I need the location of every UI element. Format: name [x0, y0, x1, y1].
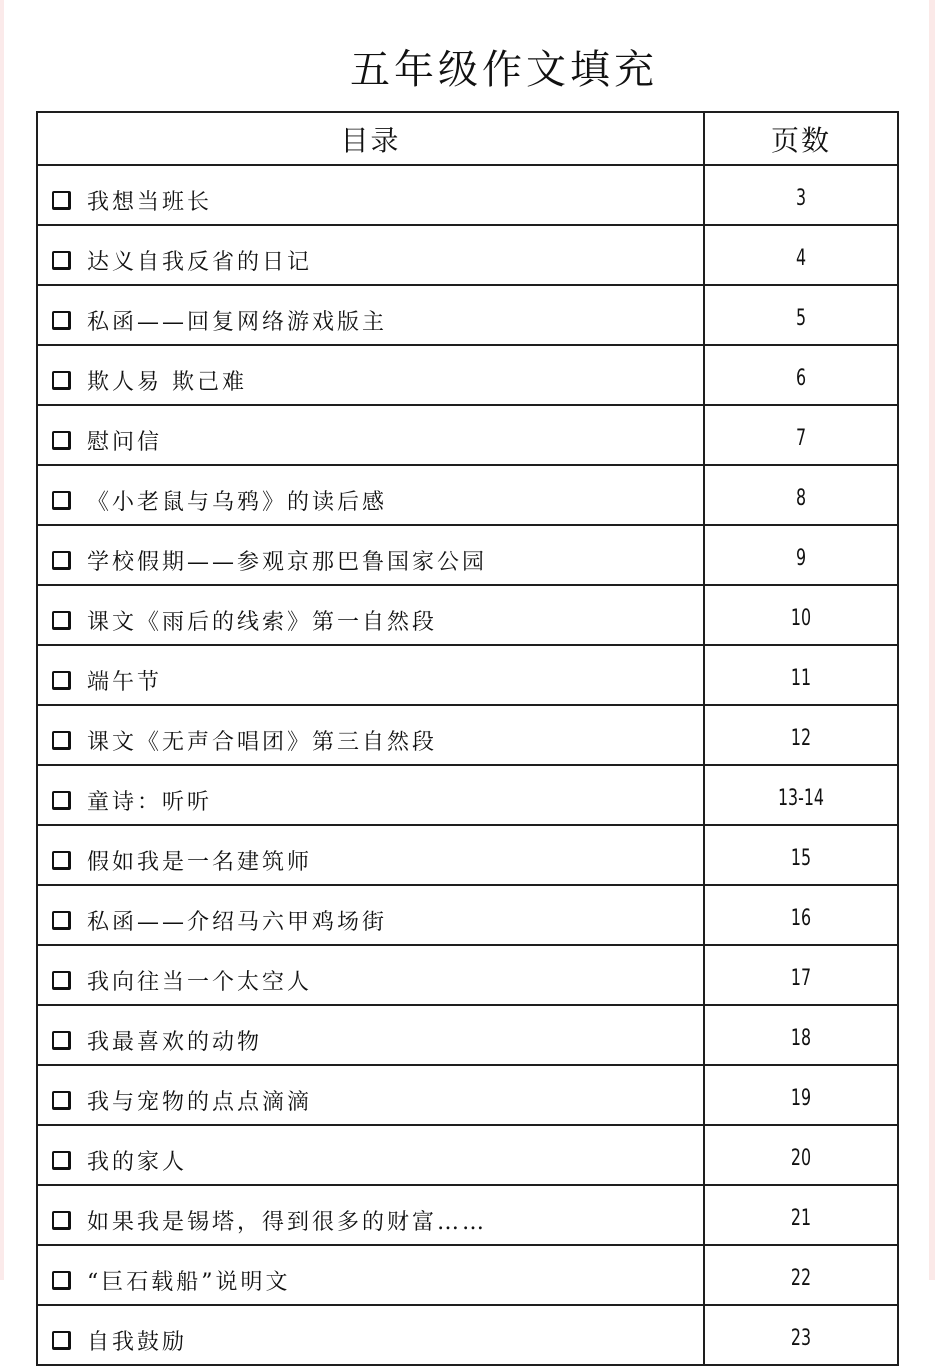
toc-entry-title: 假如我是一名建筑师 — [87, 849, 313, 875]
toc-page-number: 21 — [731, 1185, 871, 1245]
table-row[interactable] — [37, 285, 898, 345]
checkbox-icon[interactable] — [52, 1271, 71, 1290]
toc-entry-title: 端午节 — [87, 669, 163, 695]
toc-page-number: 15 — [731, 825, 871, 885]
table-row[interactable] — [37, 1245, 898, 1305]
table-header-row — [37, 112, 898, 165]
table-row[interactable] — [37, 825, 898, 885]
toc-page-number: 8 — [731, 465, 871, 525]
toc-entry-cell — [37, 765, 704, 825]
table-row[interactable] — [37, 705, 898, 765]
checkbox-icon[interactable] — [52, 671, 71, 690]
toc-entry — [38, 235, 703, 276]
checkbox-icon[interactable] — [52, 491, 71, 510]
checkbox-icon[interactable] — [52, 1031, 71, 1050]
toc-page-number: 12 — [731, 705, 871, 765]
toc-page-number: 3 — [731, 165, 871, 225]
toc-page-number: 19 — [731, 1065, 871, 1125]
toc-entry-title: 我想当班长 — [87, 189, 213, 215]
checkbox-icon[interactable] — [52, 1211, 71, 1230]
toc-entry-cell — [37, 825, 704, 885]
toc-entry — [38, 775, 703, 816]
toc-entry-title: 我最喜欢的动物 — [87, 1029, 263, 1055]
checkbox-icon[interactable] — [52, 371, 71, 390]
toc-entry — [38, 1075, 703, 1116]
toc-entry — [38, 355, 703, 396]
toc-entry — [38, 715, 703, 756]
toc-entry-cell — [37, 585, 704, 645]
toc-entry-title: 我与宠物的点点滴滴 — [87, 1089, 313, 1115]
checkbox-icon[interactable] — [52, 191, 71, 210]
table-of-contents — [36, 111, 899, 1366]
toc-entry — [38, 1195, 703, 1236]
toc-entry — [38, 295, 703, 336]
toc-entry-title: 《小老鼠与乌鸦》的读后感 — [87, 489, 388, 515]
toc-entry — [38, 535, 703, 576]
toc-entry — [38, 595, 703, 636]
toc-entry-title: 如果我是锡塔，得到很多的财富…… — [87, 1209, 488, 1235]
toc-entry-title: 私函——回复网络游戏版主 — [87, 309, 388, 335]
page-edge-right — [929, 0, 935, 1280]
checkbox-icon[interactable] — [52, 791, 71, 810]
checkbox-icon[interactable] — [52, 971, 71, 990]
toc-entry-cell — [37, 885, 704, 945]
toc-entry-cell — [37, 525, 704, 585]
toc-entry-cell — [37, 1305, 704, 1365]
checkbox-icon[interactable] — [52, 311, 71, 330]
checkbox-icon[interactable] — [52, 251, 71, 270]
table-row[interactable] — [37, 525, 898, 585]
toc-entry-title: 课文《雨后的线索》第一自然段 — [87, 609, 438, 635]
page-edge-left — [0, 0, 4, 1280]
toc-entry-title: 我向往当一个太空人 — [87, 969, 313, 995]
toc-entry — [38, 1135, 703, 1176]
toc-entry-cell — [37, 465, 704, 525]
toc-page-number: 20 — [731, 1125, 871, 1185]
header-contents: 目录 — [37, 112, 704, 165]
table-row[interactable] — [37, 885, 898, 945]
toc-entry — [38, 895, 703, 936]
table-row[interactable] — [37, 225, 898, 285]
toc-entry-title: “巨石载船”说明文 — [87, 1269, 291, 1295]
table-row[interactable] — [37, 405, 898, 465]
toc-entry-cell — [37, 1005, 704, 1065]
toc-entry-cell — [37, 1185, 704, 1245]
toc-entry-title: 欺人易 欺己难 — [87, 369, 247, 395]
table-row[interactable] — [37, 1305, 898, 1365]
toc-entry-title: 学校假期——参观京那巴鲁国家公园 — [87, 549, 488, 575]
toc-page-number: 10 — [731, 585, 871, 645]
checkbox-icon[interactable] — [52, 431, 71, 450]
toc-entry-cell — [37, 945, 704, 1005]
toc-entry-title: 自我鼓励 — [87, 1329, 188, 1355]
toc-body — [37, 165, 898, 1365]
toc-entry-cell — [37, 285, 704, 345]
toc-page-number: 4 — [731, 225, 871, 285]
toc-page-number: 17 — [731, 945, 871, 1005]
toc-page-number: 16 — [731, 885, 871, 945]
table-row[interactable] — [37, 165, 898, 225]
table-row[interactable] — [37, 585, 898, 645]
toc-entry — [38, 1015, 703, 1056]
toc-entry-cell — [37, 405, 704, 465]
table-row[interactable] — [37, 345, 898, 405]
table-row[interactable] — [37, 945, 898, 1005]
checkbox-icon[interactable] — [52, 1091, 71, 1110]
toc-entry-cell — [37, 1065, 704, 1125]
checkbox-icon[interactable] — [52, 1151, 71, 1170]
checkbox-icon[interactable] — [52, 551, 71, 570]
toc-page-number: 18 — [731, 1005, 871, 1065]
toc-entry-cell — [37, 1125, 704, 1185]
toc-entry — [38, 1255, 703, 1296]
table-row[interactable] — [37, 465, 898, 525]
table-row[interactable] — [37, 1005, 898, 1065]
toc-entry — [38, 475, 703, 516]
table-row[interactable] — [37, 1185, 898, 1245]
toc-entry — [38, 175, 703, 216]
toc-entry-cell — [37, 645, 704, 705]
toc-entry-title: 私函——介绍马六甲鸡场街 — [87, 909, 388, 935]
toc-entry-title: 慰问信 — [87, 429, 163, 455]
table-row[interactable] — [37, 1125, 898, 1185]
toc-entry — [38, 835, 703, 876]
document-title: 五年级作文填充 — [350, 47, 658, 93]
toc-entry-title: 达义自我反省的日记 — [87, 249, 313, 275]
toc-page-number: 6 — [731, 345, 871, 405]
checkbox-icon[interactable] — [52, 1331, 71, 1350]
checkbox-icon[interactable] — [52, 851, 71, 870]
toc-page-number: 7 — [731, 405, 871, 465]
toc-entry-cell — [37, 225, 704, 285]
toc-page-number: 13-14 — [731, 765, 871, 825]
header-page-count: 页数 — [704, 112, 898, 165]
toc-page-number: 9 — [731, 525, 871, 585]
toc-entry-title: 课文《无声合唱团》第三自然段 — [87, 729, 438, 755]
toc-entry-cell — [37, 705, 704, 765]
toc-entry-title: 我的家人 — [87, 1149, 188, 1175]
toc-entry — [38, 955, 703, 996]
toc-page-number: 5 — [731, 285, 871, 345]
table-row[interactable] — [37, 765, 898, 825]
checkbox-icon[interactable] — [52, 731, 71, 750]
checkbox-icon[interactable] — [52, 611, 71, 630]
toc-entry — [38, 415, 703, 456]
checkbox-icon[interactable] — [52, 911, 71, 930]
toc-page-number: 11 — [731, 645, 871, 705]
toc-entry-cell — [37, 345, 704, 405]
toc-entry-title: 童诗：听听 — [87, 789, 213, 815]
table-row[interactable] — [37, 1065, 898, 1125]
toc-page-number: 22 — [731, 1245, 871, 1305]
toc-entry — [38, 655, 703, 696]
toc-entry-cell — [37, 165, 704, 225]
toc-entry — [38, 1315, 703, 1356]
toc-entry-cell — [37, 1245, 704, 1305]
table-row[interactable] — [37, 645, 898, 705]
toc-page-number: 23 — [731, 1305, 871, 1365]
